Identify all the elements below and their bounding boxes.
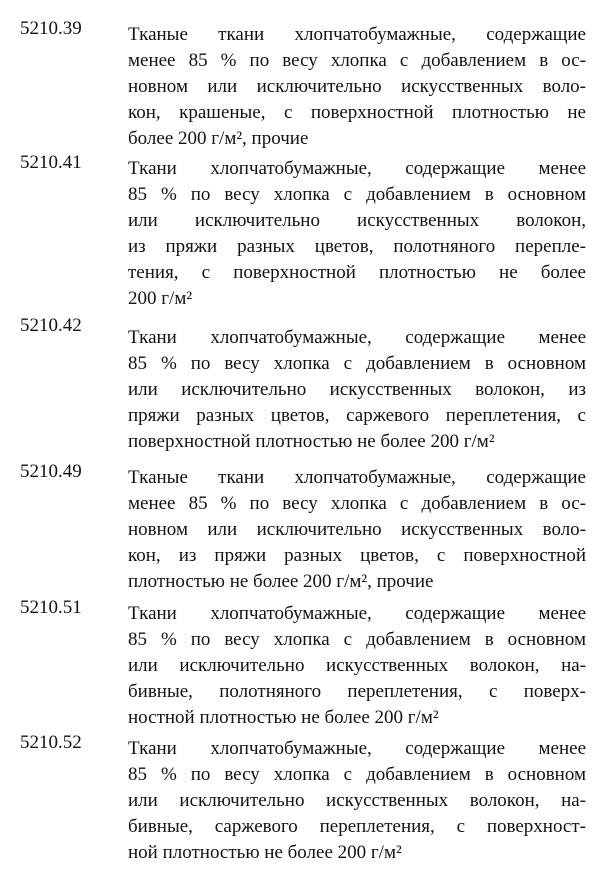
entry-line: ной плотностью не более 200 г/м² <box>128 842 402 863</box>
entry-line: бивные, саржевого переплетения, с поверхност- <box>128 816 586 837</box>
entry-line: или исключительно искусственных волокон, на- <box>128 790 586 811</box>
entry-line: 85 % по весу хлопка с добавлением в основном <box>128 764 586 785</box>
entry-line: Ткани хлопчатобумажные, содержащие менее <box>128 327 586 348</box>
entry-line: плотностью не более 200 г/м², прочие <box>128 571 434 592</box>
entry-line: тения, с поверхностной плотностью не более <box>128 262 586 283</box>
entry-code: 5210.51 <box>20 597 82 618</box>
entry-line: 85 % по весу хлопка с добавлением в основном <box>128 353 586 374</box>
entry-line: Тканые ткани хлопчатобумажные, содержащие <box>128 467 586 488</box>
entry-line: или исключительно искусственных волокон, <box>128 210 586 231</box>
entry-code: 5210.39 <box>20 18 82 39</box>
entry-line: ностной плотностью не более 200 г/м² <box>128 707 439 728</box>
entry-code: 5210.42 <box>20 315 82 336</box>
entry-line: 85 % по весу хлопка с добавлением в основном <box>128 184 586 205</box>
entry-line: Ткани хлопчатобумажные, содержащие менее <box>128 603 586 624</box>
entry-line: пряжи разных цветов, саржевого переплетения, с <box>128 405 586 426</box>
entry-line: из пряжи разных цветов, полотняного перепле- <box>128 236 586 257</box>
entry-line: или исключительно искусственных волокон, на- <box>128 655 586 676</box>
entry-line: менее 85 % по весу хлопка с добавлением в ос- <box>128 50 586 71</box>
entry-line: кон, из пряжи разных цветов, с поверхностной <box>128 545 586 566</box>
entry-code: 5210.49 <box>20 461 82 482</box>
entry-line: новном или исключительно искусственных воло- <box>128 519 586 540</box>
entry-line: менее 85 % по весу хлопка с добавлением в ос- <box>128 493 586 514</box>
entry-line: Ткани хлопчатобумажные, содержащие менее <box>128 158 586 179</box>
entry-line: 200 г/м² <box>128 288 193 309</box>
entry-line: поверхностной плотностью не более 200 г/м² <box>128 431 495 452</box>
entry-line: или исключительно искусственных волокон, из <box>128 379 586 400</box>
entry-line: Тканые ткани хлопчатобумажные, содержащие <box>128 24 586 45</box>
entry-line: 85 % по весу хлопка с добавлением в основном <box>128 629 586 650</box>
entry-line: более 200 г/м², прочие <box>128 128 309 149</box>
entry-line: бивные, полотняного переплетения, с поверх- <box>128 681 586 702</box>
entry-line: новном или исключительно искусственных воло- <box>128 76 586 97</box>
entry-line: Ткани хлопчатобумажные, содержащие менее <box>128 738 586 759</box>
entry-code: 5210.52 <box>20 732 82 753</box>
entry-code: 5210.41 <box>20 152 82 173</box>
entry-line: кон, крашеные, с поверхностной плотностью не <box>128 102 586 123</box>
